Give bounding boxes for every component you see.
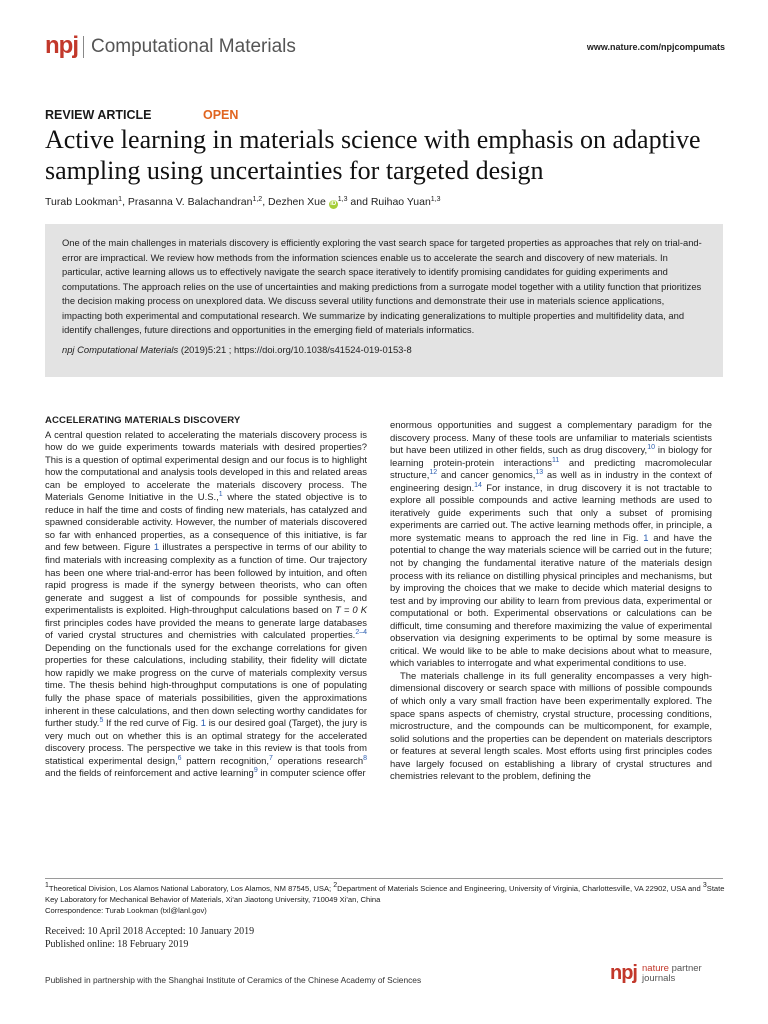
reference-link[interactable]: 2–4	[355, 629, 367, 637]
figure-link[interactable]: 1	[643, 532, 649, 544]
abstract-text: One of the main challenges in materials discovery is efficiently exploring the vast search space for targeted properties as approaches that rely on trial-and-error are impractical. We review how methods from the information sciences enable us to accelerate the search and discovery of new materials. In particular, active learning allows us to effectively navigate the search space iteratively to identify promising candidates for guiding experiments and computations. The approach relies on the use of uncertainties and making predictions from a surrogate model together with a utility function that prioritizes the decision making process on unexplored data. We discuss several utility functions and demonstrate their use in materials science applications, impacting both experimental and computational research. We summarize by indicating generalizations to multiple properties and multifidelity data, and identify challenges, future directions and opportunities in the emerging field of materials informatics.	[62, 237, 702, 335]
reference-link[interactable]: 14	[474, 481, 482, 489]
body-right-column	[390, 420, 712, 784]
journal-url-link[interactable]: www.nature.com/npjcompumats	[586, 42, 725, 52]
figure-link[interactable]: 1	[153, 542, 160, 554]
footer-divider	[45, 878, 723, 879]
reference-link[interactable]: 8	[363, 754, 367, 762]
affiliation-text: $^1$Theoretical Division, Los Alamos National Laboratory, Los Alamos, NM 87545, USA; $^2$Department of Materials Science and Engineering, University of Virginia, Charlottesville, VA 22902, USA and $^3$State Key Laboratory for Mechanical Behavior of Materials, Xi'an Jiaotong University, 710049 Xi'an, China	[45, 882, 725, 905]
body-left-column	[45, 415, 367, 781]
author-name[interactable]: Turab Lookman	[45, 196, 119, 208]
abstract-box	[45, 224, 723, 377]
math-expression: T = 0 K	[335, 605, 367, 617]
reference-link[interactable]: 12	[429, 469, 438, 477]
figure-link[interactable]: 1	[200, 718, 207, 730]
reference-link[interactable]: 5	[99, 717, 104, 725]
journal-name: Computational Materials	[91, 36, 296, 57]
npj-logo: npj	[45, 32, 78, 59]
reference-link[interactable]: 7	[269, 754, 273, 762]
nature-partner-journals-logo: npj nature partner journals	[610, 962, 702, 984]
author-list	[45, 196, 441, 209]
author-affiliation: 1,3	[337, 196, 348, 203]
author-name[interactable]: Dezhen Xue	[268, 196, 326, 208]
article-title: Active learning in materials science with emphasis on adaptive sampling using uncertainties for targeted design	[45, 125, 701, 185]
author-affiliation: 1,3	[430, 196, 441, 203]
citation-doi-link[interactable]: (2019)5:21 ; https://doi.org/10.1038/s41524-019-0153-8	[178, 343, 412, 355]
citation-line	[62, 343, 705, 356]
reference-link[interactable]: 9	[253, 767, 258, 775]
article-type-label: REVIEW ARTICLE	[45, 108, 152, 122]
author-separator: and	[347, 196, 371, 208]
reference-link[interactable]: 6	[177, 754, 182, 762]
affiliations	[45, 883, 725, 917]
author-name[interactable]: Ruihao Yuan	[370, 196, 431, 208]
author-affiliation: 1	[118, 196, 123, 203]
logo-divider	[83, 36, 84, 58]
publication-dates	[45, 925, 254, 951]
citation-journal: npj Computational Materials	[62, 343, 179, 355]
body-paragraph: The materials challenge in its full generality encompasses a very high-dimensional discovery or search space with millions of possible compounds of which only a vary small fraction have been experimentally explored. The space spans aspects of chemistry, crystal structure, processing conditions, microstructure, and the compounds can be multicomponent, for example, solid solutions and the properties can be dependent on materials descriptors or features at several length scales. Most efforts using first principles codes have largely focused on establishing a library of crystal structures and chemistries relevant to the problem, defining the	[390, 670, 712, 783]
journal-header	[45, 34, 725, 60]
author-separator: ,	[122, 196, 128, 208]
reference-link[interactable]: 13	[535, 469, 544, 477]
section-heading: ACCELERATING MATERIALS DISCOVERY	[45, 415, 241, 426]
orcid-icon[interactable]: iD	[330, 201, 337, 207]
received-accepted-dates: Received: 10 April 2018 Accepted: 10 January 2019	[45, 926, 255, 937]
body-paragraph: A central question related to accelerating the materials discovery process is how do we guide experiments towards materials with desired properties? This is a question of optimal experimental design and our focus is to highlight how the computational and analysis tools developed in this and related areas can be employed to accelerate the materials discovery process. The Materials Genome Initiative in the U.S.,$^1$ where the stated objective is to reduce in half the time and costs of finding new materials, has catalyzed and spawned considerable activity. However, the number of materials discovered so far with enhanced properties, as a consequence of this initiative, is far and few between. Figure 1 illustrates a perspective in terms of our ability to find materials with increasing complexity as a function of time. Our trajectory has been one where trial-and-error has been followed by intuition, and often rapid progress is made if the synergy between theorists, who can often generate and suggest a list of compounds for possible synthesis, and experimentalists is exploited. High-throughput calculations based on T = 0 K first principles codes have provided the means to generate large databases of varied crystal structures and chemistries with calculated properties.$^{2-4}$ Depending on the functionals used for the exchange correlations for given properties for these calculations, including stability, their fidelity will dictate how rapidly we make progress on the curve of materials complexity versus time. The thesis behind high-throughput computations is one of populating fully the phase space of materials possibilities, given the approximations inherent in these calculations, and then down selecting worthy candidates for further study.$^5$ If the red curve of Fig. 1 is our desired goal (Target), the jury is very much out on whether this is an optimal strategy for the accelerated discovery process. The perspective we take in this review is that tools from statistical experimental design,$^6$ pattern recognition,$^7$ operations research$^8$ and the fields of reinforcement and active learning$^9$ in computer science offer	[45, 429, 367, 780]
author-affiliation: 1,2	[252, 196, 263, 203]
open-access-label: OPEN	[203, 108, 239, 122]
author-separator: ,	[262, 196, 269, 208]
reference-link[interactable]: 11	[551, 456, 560, 464]
reference-link[interactable]: 10	[647, 444, 655, 452]
body-paragraph: enormous opportunities and suggest a complementary paradigm for the discovery process. Many of these tools are unfamiliar to materials scientists but have been utilized in other fields, such as drug discovery,$^{10}$ in biology for learning protein-protein interactions$^{11}$ and predicting macromolecular structure,$^{12}$ and cancer genomics,$^{13}$ as well as in industry in the context of engineering design.$^{14}$ For instance, in drug discovery it is not tractable to explore all possible compounds and active learning methods are used to iteratively guide experiments such that only a subset of promising experiments are carried out. The active learning methods offer, in principle, a more systematic means to approach the red line in Fig. 1 and have the potential to change the way materials science will be carried out in the future; not by changing the fundamental iterative nature of the materials design process with its reliance on distilling physical principles and mechanisms, but by improving the choices that we make to decide which material designs to test and by improving our ability to learn from previous data, experimental or computational or both. Experimental observations or calculations can be difficult, time consuming and therefore maximizing the value of experimental observation via designing experiments to be optimal by some measure is critical. We would like to be able to make decisions about what to measure, which variables to interrogate and what experimental conditions to use.	[390, 420, 712, 670]
publisher-note: Published in partnership with the Shanghai Institute of Ceramics of the Chinese Academy of Sciences	[45, 975, 422, 985]
correspondence: Correspondence: Turab Lookman (txl@lanl.gov)	[45, 906, 207, 916]
reference-link[interactable]: 1	[218, 491, 223, 499]
author-name[interactable]: Prasanna V. Balachandran	[127, 196, 253, 208]
published-date: Published online: 18 February 2019	[45, 939, 189, 950]
